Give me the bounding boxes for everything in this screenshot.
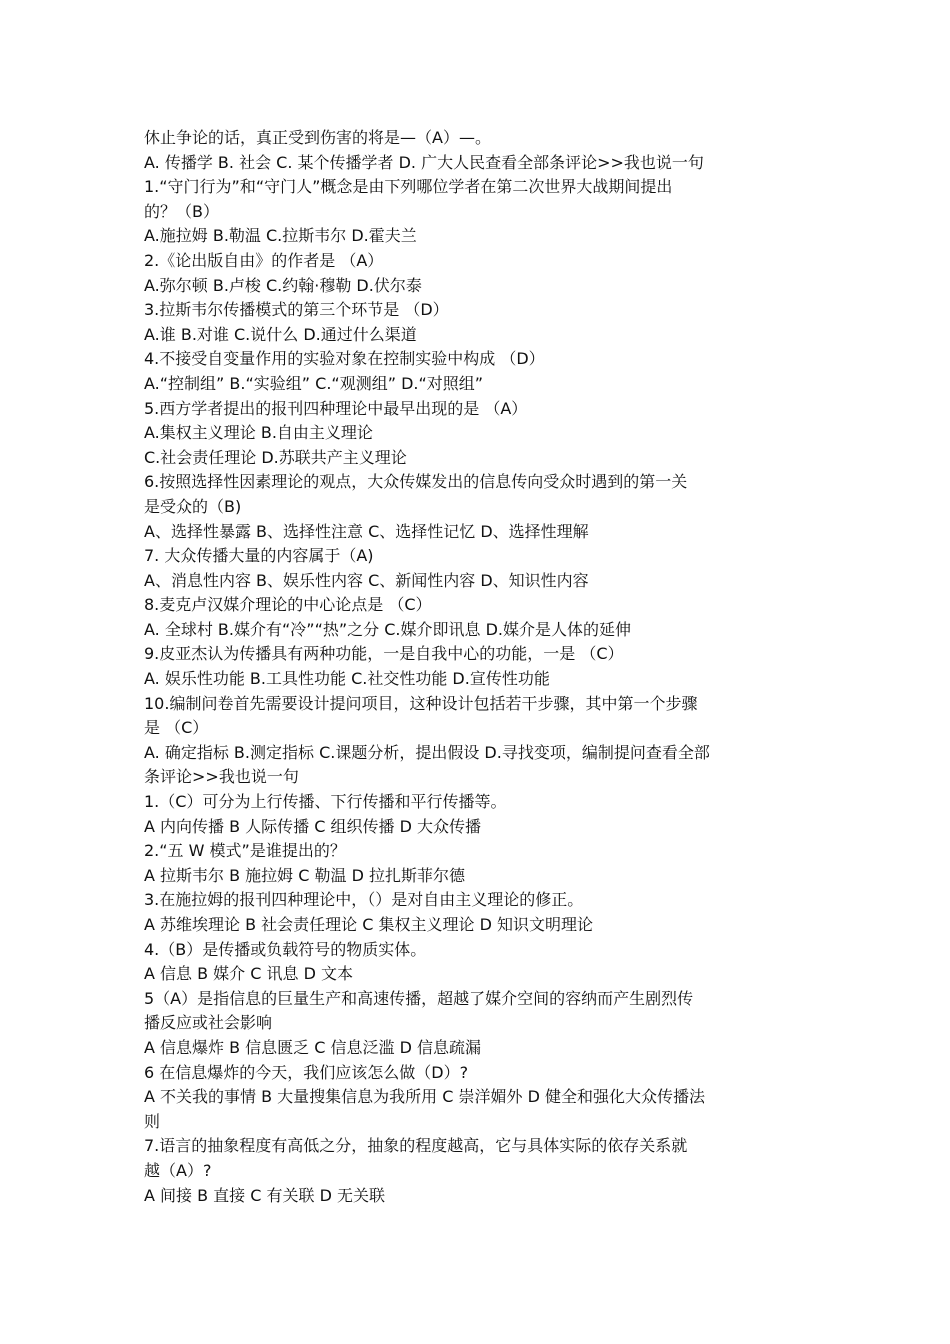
question-line: 播反应或社会影响 bbox=[144, 1013, 273, 1033]
options-line: A、消息性内容 B、娱乐性内容 C、新闻性内容 D、知识性内容 bbox=[144, 570, 589, 590]
options-line: 则 bbox=[144, 1111, 161, 1131]
options-line: A 内向传播 B 人际传播 C 组织传播 D 大众传播 bbox=[144, 816, 482, 836]
text-line: A. 传播学 B. 社会 C. 某个传播学者 D. 广大人民查看全部条评论>>我也说一句 bbox=[144, 152, 704, 172]
question-line: 是 （C） bbox=[144, 718, 209, 738]
options-line: A 信息爆炸 B 信息匮乏 C 信息泛滥 D 信息疏漏 bbox=[144, 1037, 482, 1057]
options-line: A 苏维埃理论 B 社会责任理论 C 集权主义理论 D 知识文明理论 bbox=[144, 915, 594, 934]
question-line: 6.按照选择性因素理论的观点，大众传媒发出的信息传向受众时遇到的第一关 bbox=[144, 472, 688, 492]
question-line: 1.“守门行为”和“守门人”概念是由下列哪位学者在第二次世界大战期间提出 bbox=[144, 177, 673, 197]
options-line: A、选择性暴露 B、选择性注意 C、选择性记忆 D、选择性理解 bbox=[144, 521, 589, 541]
question-line: 的？（B） bbox=[144, 201, 219, 221]
question-line: 6 在信息爆炸的今天，我们应该怎么做（D）? bbox=[144, 1062, 469, 1082]
question-line: 8.麦克卢汉媒介理论的中心论点是 （C） bbox=[144, 595, 432, 615]
question-line: 7. 大众传播大量的内容属于（A) bbox=[144, 546, 374, 566]
options-line: A 间接 B 直接 C 有关联 D 无关联 bbox=[144, 1185, 386, 1205]
options-line: A.弥尔顿 B.卢梭 C.约翰·穆勒 D.伏尔泰 bbox=[144, 275, 422, 295]
text-line: 条评论>>我也说一句 bbox=[144, 767, 299, 787]
options-line: A. 确定指标 B.测定指标 C.课题分析，提出假设 D.寻找变项，编制提问查看全部 bbox=[144, 742, 710, 762]
question-line: 2.《论出版自由》的作者是 （A） bbox=[144, 250, 384, 270]
question-line: 7.语言的抽象程度有高低之分，抽象的程度越高，它与具体实际的依存关系就 bbox=[144, 1136, 688, 1156]
question-line: 3.在施拉姆的报刊四种理论中，（）是对自由主义理论的修正。 bbox=[144, 890, 584, 910]
question-line: 是受众的（B) bbox=[144, 496, 242, 516]
question-line: 5（A）是指信息的巨量生产和高速传播，超越了媒介空间的容纳而产生剧烈传 bbox=[144, 988, 694, 1008]
options-line: A.“控制组” B.“实验组” C.“观测组” D.“对照组” bbox=[144, 373, 484, 393]
question-line: 4.（B）是传播或负载符号的物质实体。 bbox=[144, 939, 427, 959]
options-line: A.集权主义理论 B.自由主义理论 bbox=[144, 423, 373, 443]
options-line: A. 娱乐性功能 B.工具性功能 C.社交性功能 D.宣传性功能 bbox=[144, 669, 550, 689]
options-line: A 拉斯韦尔 B 施拉姆 C 勒温 D 拉扎斯菲尔德 bbox=[144, 865, 466, 885]
question-line: 5.西方学者提出的报刊四种理论中最早出现的是 （A） bbox=[144, 398, 528, 418]
question-line: 4.不接受自变量作用的实验对象在控制实验中构成 （D） bbox=[144, 349, 545, 369]
options-line: A.施拉姆 B.勒温 C.拉斯韦尔 D.霍夫兰 bbox=[144, 226, 417, 246]
options-line: A 不关我的事情 B 大量搜集信息为我所用 C 崇洋媚外 D 健全和强化大众传播法 bbox=[144, 1087, 706, 1107]
options-line: A. 全球村 B.媒介有“冷”“热”之分 C.媒介即讯息 D.媒介是人体的延伸 bbox=[144, 619, 631, 639]
question-line: 越（A）? bbox=[144, 1160, 212, 1180]
text-line: 休止争论的话，真正受到伤害的将是—（A）—。 bbox=[144, 128, 491, 147]
document-body bbox=[144, 126, 816, 1208]
options-line: C.社会责任理论 D.苏联共产主义理论 bbox=[144, 447, 407, 467]
question-line: 9.皮亚杰认为传播具有两种功能，一是自我中心的功能，一是 （C） bbox=[144, 644, 624, 664]
options-line: A.谁 B.对谁 C.说什么 D.通过什么渠道 bbox=[144, 324, 417, 344]
question-line: 2.“五 W 模式”是谁提出的？ bbox=[144, 841, 346, 861]
question-line: 10.编制问卷首先需要设计提问项目，这种设计包括若干步骤，其中第一个步骤 bbox=[144, 693, 698, 713]
question-line: 1.（C）可分为上行传播、下行传播和平行传播等。 bbox=[144, 792, 507, 812]
question-line: 3.拉斯韦尔传播模式的第三个环节是 （D） bbox=[144, 300, 449, 320]
options-line: A 信息 B 媒介 C 讯息 D 文本 bbox=[144, 964, 354, 984]
